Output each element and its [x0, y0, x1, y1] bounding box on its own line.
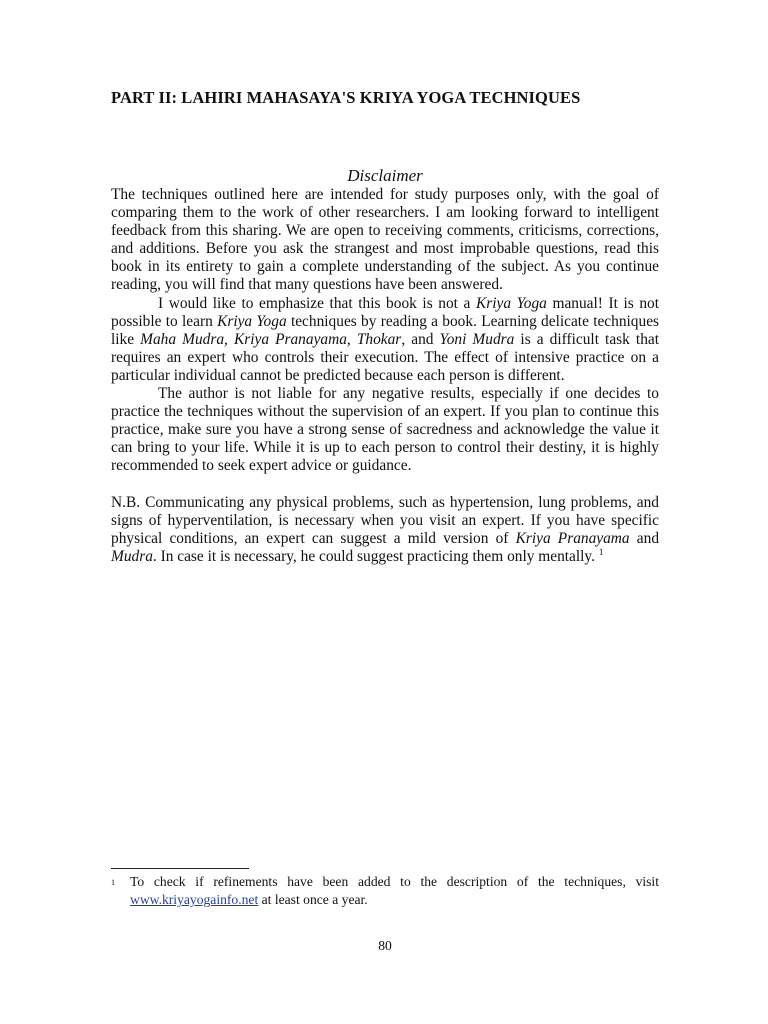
- paragraph-2: I would like to emphasize that this book is not a Kriya Yoga manual! It is not possible to learn Kriya Yoga techniques by reading a book. Learning delicate techniques like Maha Mudra, Kriya Pranayama, Thokar, and Yoni Mudra is a difficult task that requires an expert who controls their execution. The effect of intensive practice on a particular individual cannot be predicted because each person is different.: [111, 294, 660, 384]
- website-link[interactable]: www.kriyayogainfo.net: [130, 892, 259, 907]
- footnote-mark: 1: [111, 878, 115, 887]
- body-text: [111, 186, 659, 566]
- footnote-text: To check if refinements have been added to the description of the techniques, visit www.kriyayogainfo.net at least once a year.: [130, 874, 659, 907]
- footnote: [111, 873, 659, 909]
- nb-paragraph: N.B. Communicating any physical problems, such as hypertension, lung problems, and signs of hyperventilation, is necessary when you visit an expert. If you have specific physical conditions, an expert can suggest a mild version of Kriya Pranayama and Mudra. In case it is necessary, he could suggest practicing them only mentally. $^1$: [111, 493, 660, 565]
- footnote-reference[interactable]: 1: [598, 546, 604, 557]
- page-number: 80: [378, 938, 392, 953]
- paragraph-3: The author is not liable for any negative results, especially if one decides to practice the techniques without the supervision of an expert. If you plan to continue this practice, make sure you have a strong sense of sacredness and acknowledge the value it can bring to your life. While it is up to each person to control their destiny, it is highly recommended to seek expert advice or guidance.: [111, 385, 659, 475]
- footnote-divider: [111, 868, 249, 869]
- disclaimer-title: Disclaimer: [347, 166, 423, 185]
- paragraph-1: The techniques outlined here are intended for study purposes only, with the goal of comparing them to the work of other researchers. I am looking forward to intelligent feedback from this sharing. We are open to receiving comments, criticisms, corrections, and additions. Before you ask the strangest and most improbable questions, read this book in its entirety to gain a complete understanding of the subject. As you continue reading, you will find that many questions have been answered.: [111, 186, 659, 294]
- part-heading: PART II: LAHIRI MAHASAYA'S KRIYA YOGA TECHNIQUES: [111, 88, 581, 107]
